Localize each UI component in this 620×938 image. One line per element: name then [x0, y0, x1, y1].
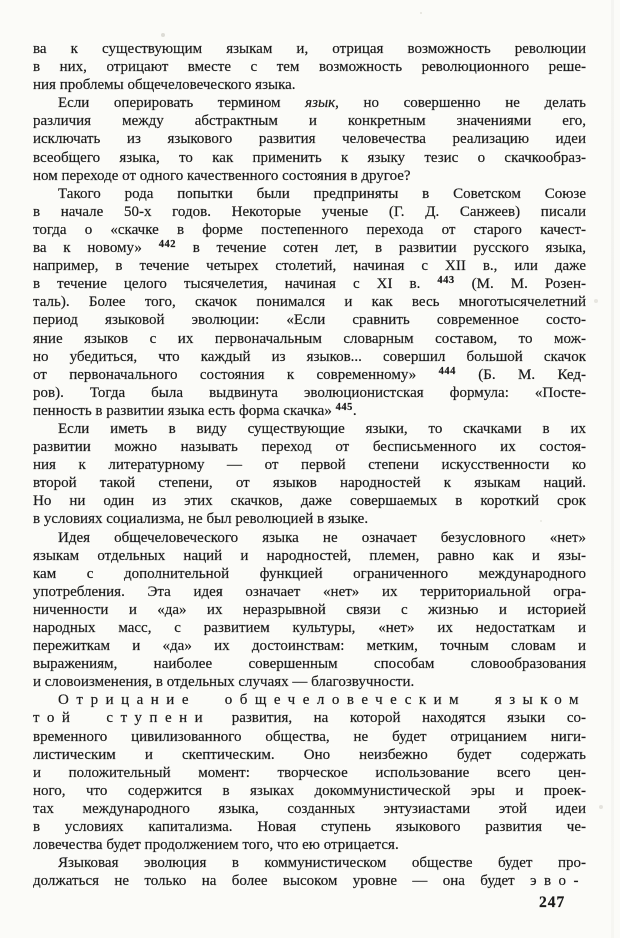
text-run: народных масс, с развитием культуры, «нет» их недостаткам и: [33, 620, 586, 636]
text-run: ров). Тогда была выдвинута эволюционистская формула: «Посте-: [33, 384, 586, 401]
text-line: [33, 384, 586, 402]
page-number: 247: [539, 894, 566, 911]
text-run: исключать из языкового развития человечества реализацию идеи: [33, 131, 586, 148]
text-run: Но ни один из этих скачков, даже совершаемых в короткий срок: [33, 493, 586, 510]
text-run: Языковая эволюция в коммунистическом обществе будет про-: [58, 855, 586, 872]
text-run: ниченности и «да» их неразрывной связи с жизнью и историей: [33, 601, 586, 618]
text-run: яние языков с их первоначальным словарным составом, то мож-: [33, 330, 586, 347]
text-line: [33, 601, 586, 619]
text-line: [33, 58, 586, 76]
text-line: [33, 474, 586, 492]
text-line: [33, 565, 586, 583]
text-run: второй такой степени, от языков народностей к языкам наций.: [33, 475, 586, 492]
text-run: но убедиться, что каждый из языков... совершил большой скачок: [33, 348, 586, 365]
text-line: [33, 438, 586, 456]
text-run: Такого рода попытки были предприняты в Советском Союзе: [58, 185, 586, 202]
text-line: [33, 836, 586, 854]
text-run: ном переходе от одного качественного состояния в другое?: [33, 167, 411, 184]
text-run: в течение сотен лет, в развитии русского языка,: [175, 240, 586, 257]
text-line: [33, 275, 586, 293]
text-run: в течение целого тысячелетия, начиная с XI в.: [33, 276, 438, 293]
text-line: [33, 402, 586, 420]
text-line: [33, 637, 586, 655]
text-run: пенность в развитии языка есть форма скачка»: [33, 402, 336, 419]
text-line: [33, 818, 586, 836]
italic-text-run: язык: [305, 95, 336, 112]
scan-artifact-specks: [0, 0, 2, 2]
sup-text-run: 445: [335, 401, 353, 413]
text-line: [33, 420, 586, 438]
text-run: от первоначального состояния к современному»: [33, 366, 439, 383]
text-line: [33, 348, 586, 366]
scan-artifact-streak: [611, 0, 614, 938]
text-line: [33, 311, 586, 329]
text-run: листическим и скептическим. Оно неизбежно будет содержать: [33, 746, 586, 763]
text-run: пережиткам и «да» их достоинствам: метким, точным словам и: [33, 638, 586, 655]
text-run: Идея общечеловеческого языка не означает безусловного «нет»: [58, 529, 586, 546]
text-run: различия между абстрактным и конкретным значениями его,: [33, 113, 586, 130]
text-line: [33, 221, 586, 239]
text-line: [33, 547, 586, 565]
text-line: [33, 94, 586, 112]
text-line: [33, 76, 586, 94]
text-line: [33, 619, 586, 637]
text-line: [33, 691, 586, 709]
text-line: [33, 728, 586, 746]
text-line: [33, 673, 586, 691]
text-line: [33, 130, 586, 148]
text-line: [33, 167, 586, 185]
sup-text-run: 442: [158, 239, 176, 251]
text-run: в них, отрицают вместе с тем возможность революционного реше-: [33, 59, 586, 76]
text-line: [33, 293, 586, 311]
text-line: [33, 492, 586, 510]
text-run: в условиях капитализма. Новая ступень языкового развития че-: [33, 819, 586, 836]
text-run: в начале 50-х годов. Некоторые ученые (Г. Д. Санжеев) писали: [33, 203, 586, 220]
text-line: [33, 257, 586, 275]
text-run: таль). Более того, скачок понимался и как весь многотысячелетний: [33, 294, 586, 311]
text-line: [33, 800, 586, 818]
text-run: развития, на которой находятся языки со-: [210, 710, 586, 727]
text-line: [33, 655, 586, 673]
text-run: , но совершенно не делать: [335, 95, 586, 112]
text-run: в условиях социализма, не был революцией в языке.: [33, 511, 369, 528]
text-line: [33, 203, 586, 221]
text-run: (М. М. Розен-: [454, 276, 586, 293]
text-line: [33, 330, 586, 348]
text-line: [33, 583, 586, 601]
text-line: [33, 872, 586, 890]
text-line: [33, 239, 586, 257]
text-line: [33, 746, 586, 764]
body-text: [33, 40, 586, 890]
sup-text-run: 443: [437, 275, 455, 287]
text-run: и положительный момент: творческое использование всего цен-: [33, 764, 586, 781]
text-run: всеобщего языка, то как применить к языку тезис о скачкообраз-: [33, 149, 586, 166]
text-run: кам с дополнительной функцией ограниченного международного: [33, 565, 586, 582]
text-run: ва к существующим языкам и, отрицая возможность революции: [33, 41, 586, 57]
text-run: тогда о «скачке в форме постепенного перехода от старого качест-: [33, 221, 586, 238]
text-line: [33, 764, 586, 782]
text-run: развитии можно называть переход от бесписьменного их состоя-: [33, 439, 586, 456]
text-line: [33, 149, 586, 167]
text-line: [33, 529, 586, 547]
text-line: [33, 782, 586, 800]
text-run: ния проблемы общечеловеческого языка.: [33, 77, 296, 94]
text-run: (Б. М. Кед-: [455, 366, 586, 383]
text-line: [33, 456, 586, 474]
text-line: [33, 40, 586, 58]
text-run: Если иметь в виду существующие языки, то скачками в их: [58, 420, 586, 437]
text-run: выражениям, наиболее совершенным способам словообразования: [33, 656, 586, 673]
text-line: [33, 112, 586, 130]
spaced-text-run: той ступени: [33, 710, 211, 727]
text-run: и словоизменения, в отдельных случаях — благозвучности.: [33, 674, 415, 691]
text-run: ния к литературному — от первой степени искусственности ко: [33, 457, 586, 474]
text-run: Если оперировать термином: [58, 95, 306, 112]
text-run: .: [352, 402, 357, 419]
sup-text-run: 444: [438, 365, 456, 377]
text-run: тах международного языка, созданных энтузиастами этой идеи: [33, 800, 586, 817]
text-run: употребления. Эта идея означает «нет» их территориальной огра-: [33, 583, 586, 600]
text-run: ва к новому»: [33, 240, 159, 257]
spaced-text-run: Отрицание общечеловеческим языком: [58, 692, 586, 709]
text-line: [33, 366, 586, 384]
text-run: временного цивилизованного общества, не будет отрицанием ниги-: [33, 728, 586, 745]
text-run: ного, что содержится в языках докоммунистической эры и проек-: [33, 782, 586, 799]
text-line: [33, 185, 586, 203]
text-line: [33, 510, 586, 528]
text-run: период языковой эволюции: «Если сравнить современное состо-: [33, 312, 586, 329]
text-run: ловечества будет продолжением того, что ею отрицается.: [33, 837, 399, 854]
spaced-text-run: эво-: [530, 873, 586, 890]
text-line: [33, 854, 586, 872]
text-run: должаться не только на более высоком уровне — она будет: [33, 873, 531, 890]
text-run: например, в течение четырех столетий, начиная с XII в., или даже: [33, 258, 586, 275]
text-run: языкам отдельных наций и народностей, племен, равно как и язы-: [33, 547, 586, 564]
text-line: [33, 709, 586, 727]
